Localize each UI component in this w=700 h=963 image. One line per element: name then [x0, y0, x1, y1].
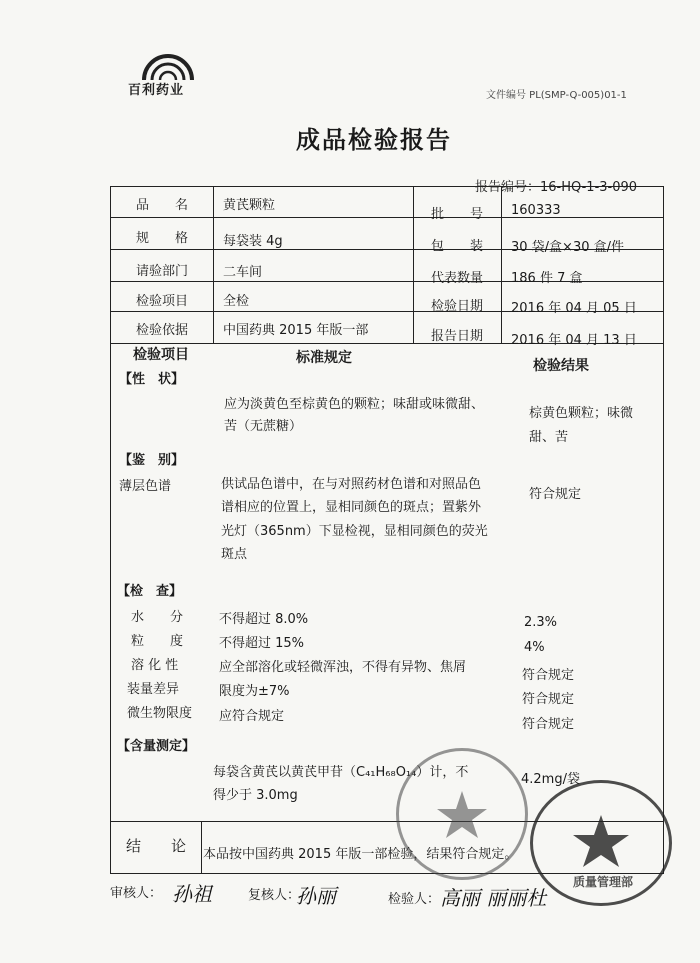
company-logo — [128, 54, 208, 98]
basis: 中国药典 2015 年版一部 — [223, 323, 369, 338]
inspection-item: 溶 化 性 — [131, 658, 179, 673]
company-seal-1 — [396, 748, 528, 880]
item-label: 检验项目 — [135, 294, 188, 309]
product-name-label: 品 名 — [135, 198, 188, 213]
sample-quantity: 186 件 7 盒 — [511, 271, 583, 286]
character-standard-1: 应为淡黄色至棕黄色的颗粒；味甜或味微甜、 — [224, 397, 485, 412]
section-inspection: 【检 查】 — [117, 584, 183, 599]
logo-text: 百利药业 — [128, 83, 185, 98]
conclusion-label: 结 论 — [125, 837, 186, 855]
inspection-item: 水 分 — [131, 610, 184, 625]
identification-standard-2: 谱相应的位置上，显相同颜色的斑点；置紫外 — [221, 500, 482, 515]
inspection-result: 符合规定 — [522, 692, 575, 707]
basis-label: 检验依据 — [135, 323, 188, 338]
report-number: 报告编号：16-HQ-1-3-090 — [475, 180, 638, 195]
checker-signature: 孙丽 — [296, 884, 336, 908]
inspection-result: 2.3% — [524, 615, 558, 630]
inspection-item: 微生物限度 — [127, 706, 193, 721]
character-result-1: 棕黄色颗粒；味微 — [529, 406, 634, 421]
column-header-result: 检验结果 — [533, 358, 589, 374]
section-character: 【性 状】 — [119, 372, 185, 387]
character-standard-2: 苦（无蔗糖） — [224, 419, 303, 434]
report-date: 2016 年 04 月 13 日 — [511, 333, 637, 348]
identification-standard-4: 斑点 — [221, 547, 248, 562]
inspection-standard: 应符合规定 — [219, 709, 285, 724]
page-title: 成品检验报告 — [296, 126, 452, 154]
assay-result: 4.2mg/袋 — [521, 772, 580, 787]
package: 30 袋/盒×30 盒/件 — [511, 240, 625, 255]
identification-item: 薄层色谱 — [119, 479, 172, 494]
document-number: 文件编号 PL(SMP-Q-005)01-1 — [486, 90, 627, 101]
inspection-standard: 应全部溶化或轻微浑浊，不得有异物、焦屑 — [219, 660, 467, 675]
column-header-standard: 标准规定 — [296, 350, 352, 366]
reviewer-signature: 孙祖 — [172, 882, 212, 906]
package-label: 包 装 — [430, 239, 483, 254]
column-header-item: 检验项目 — [133, 347, 189, 363]
inspector-label: 检验人： — [388, 892, 441, 907]
inspection-result: 符合规定 — [522, 717, 575, 732]
reviewer-label: 审核人： — [110, 886, 163, 901]
assay-standard-1: 每袋含黄芪以黄芪甲苷（C₄₁H₆₈O₁₄）计，不 — [213, 765, 469, 780]
inspection-standard: 不得超过 15% — [219, 636, 305, 651]
test-item: 全检 — [223, 294, 250, 309]
inspection-item: 粒 度 — [131, 634, 184, 649]
inspection-standard: 限度为±7% — [219, 684, 290, 699]
identification-standard-1: 供试品色谱中，在与对照药材色谱和对照品色 — [221, 477, 482, 492]
section-identification: 【鉴 别】 — [119, 453, 185, 468]
sample-label: 代表数量 — [430, 271, 483, 286]
spec-label: 规 格 — [135, 231, 188, 246]
assay-standard-2: 得少于 3.0mg — [213, 788, 298, 803]
conclusion-text: 本品按中国药典 2015 年版一部检验，结果符合规定。 — [203, 847, 518, 862]
inspection-standard: 不得超过 8.0% — [219, 612, 309, 627]
inspection-result: 符合规定 — [522, 668, 575, 683]
product-name: 黄芪颗粒 — [223, 198, 276, 213]
inspector-signature: 高丽 丽丽杜 — [440, 886, 547, 910]
checker-label: 复核人： — [248, 888, 301, 903]
identification-standard-3: 光灯（365nm）下显检视，显相同颜色的荧光 — [221, 524, 488, 539]
seal-star-icon — [399, 751, 525, 877]
dept-label: 请验部门 — [135, 264, 188, 279]
spec: 每袋装 4g — [223, 234, 283, 249]
character-result-2: 甜、苦 — [529, 430, 569, 445]
logo-arch-icon — [138, 54, 198, 80]
inspection-item: 装量差异 — [127, 682, 180, 697]
report-date-label: 报告日期 — [430, 329, 483, 344]
report-table — [110, 186, 664, 874]
identification-result: 符合规定 — [529, 487, 582, 502]
section-assay: 【含量测定】 — [117, 739, 196, 754]
inspection-result: 4% — [524, 640, 545, 655]
seal-department: 质量管理部 — [573, 875, 634, 889]
dept: 二车间 — [223, 265, 263, 280]
company-seal-2 — [530, 780, 672, 906]
test-date-label: 检验日期 — [430, 299, 483, 314]
test-date: 2016 年 04 月 05 日 — [511, 301, 637, 316]
batch-number: 160333 — [511, 203, 561, 218]
batch-label: 批 号 — [430, 207, 483, 222]
